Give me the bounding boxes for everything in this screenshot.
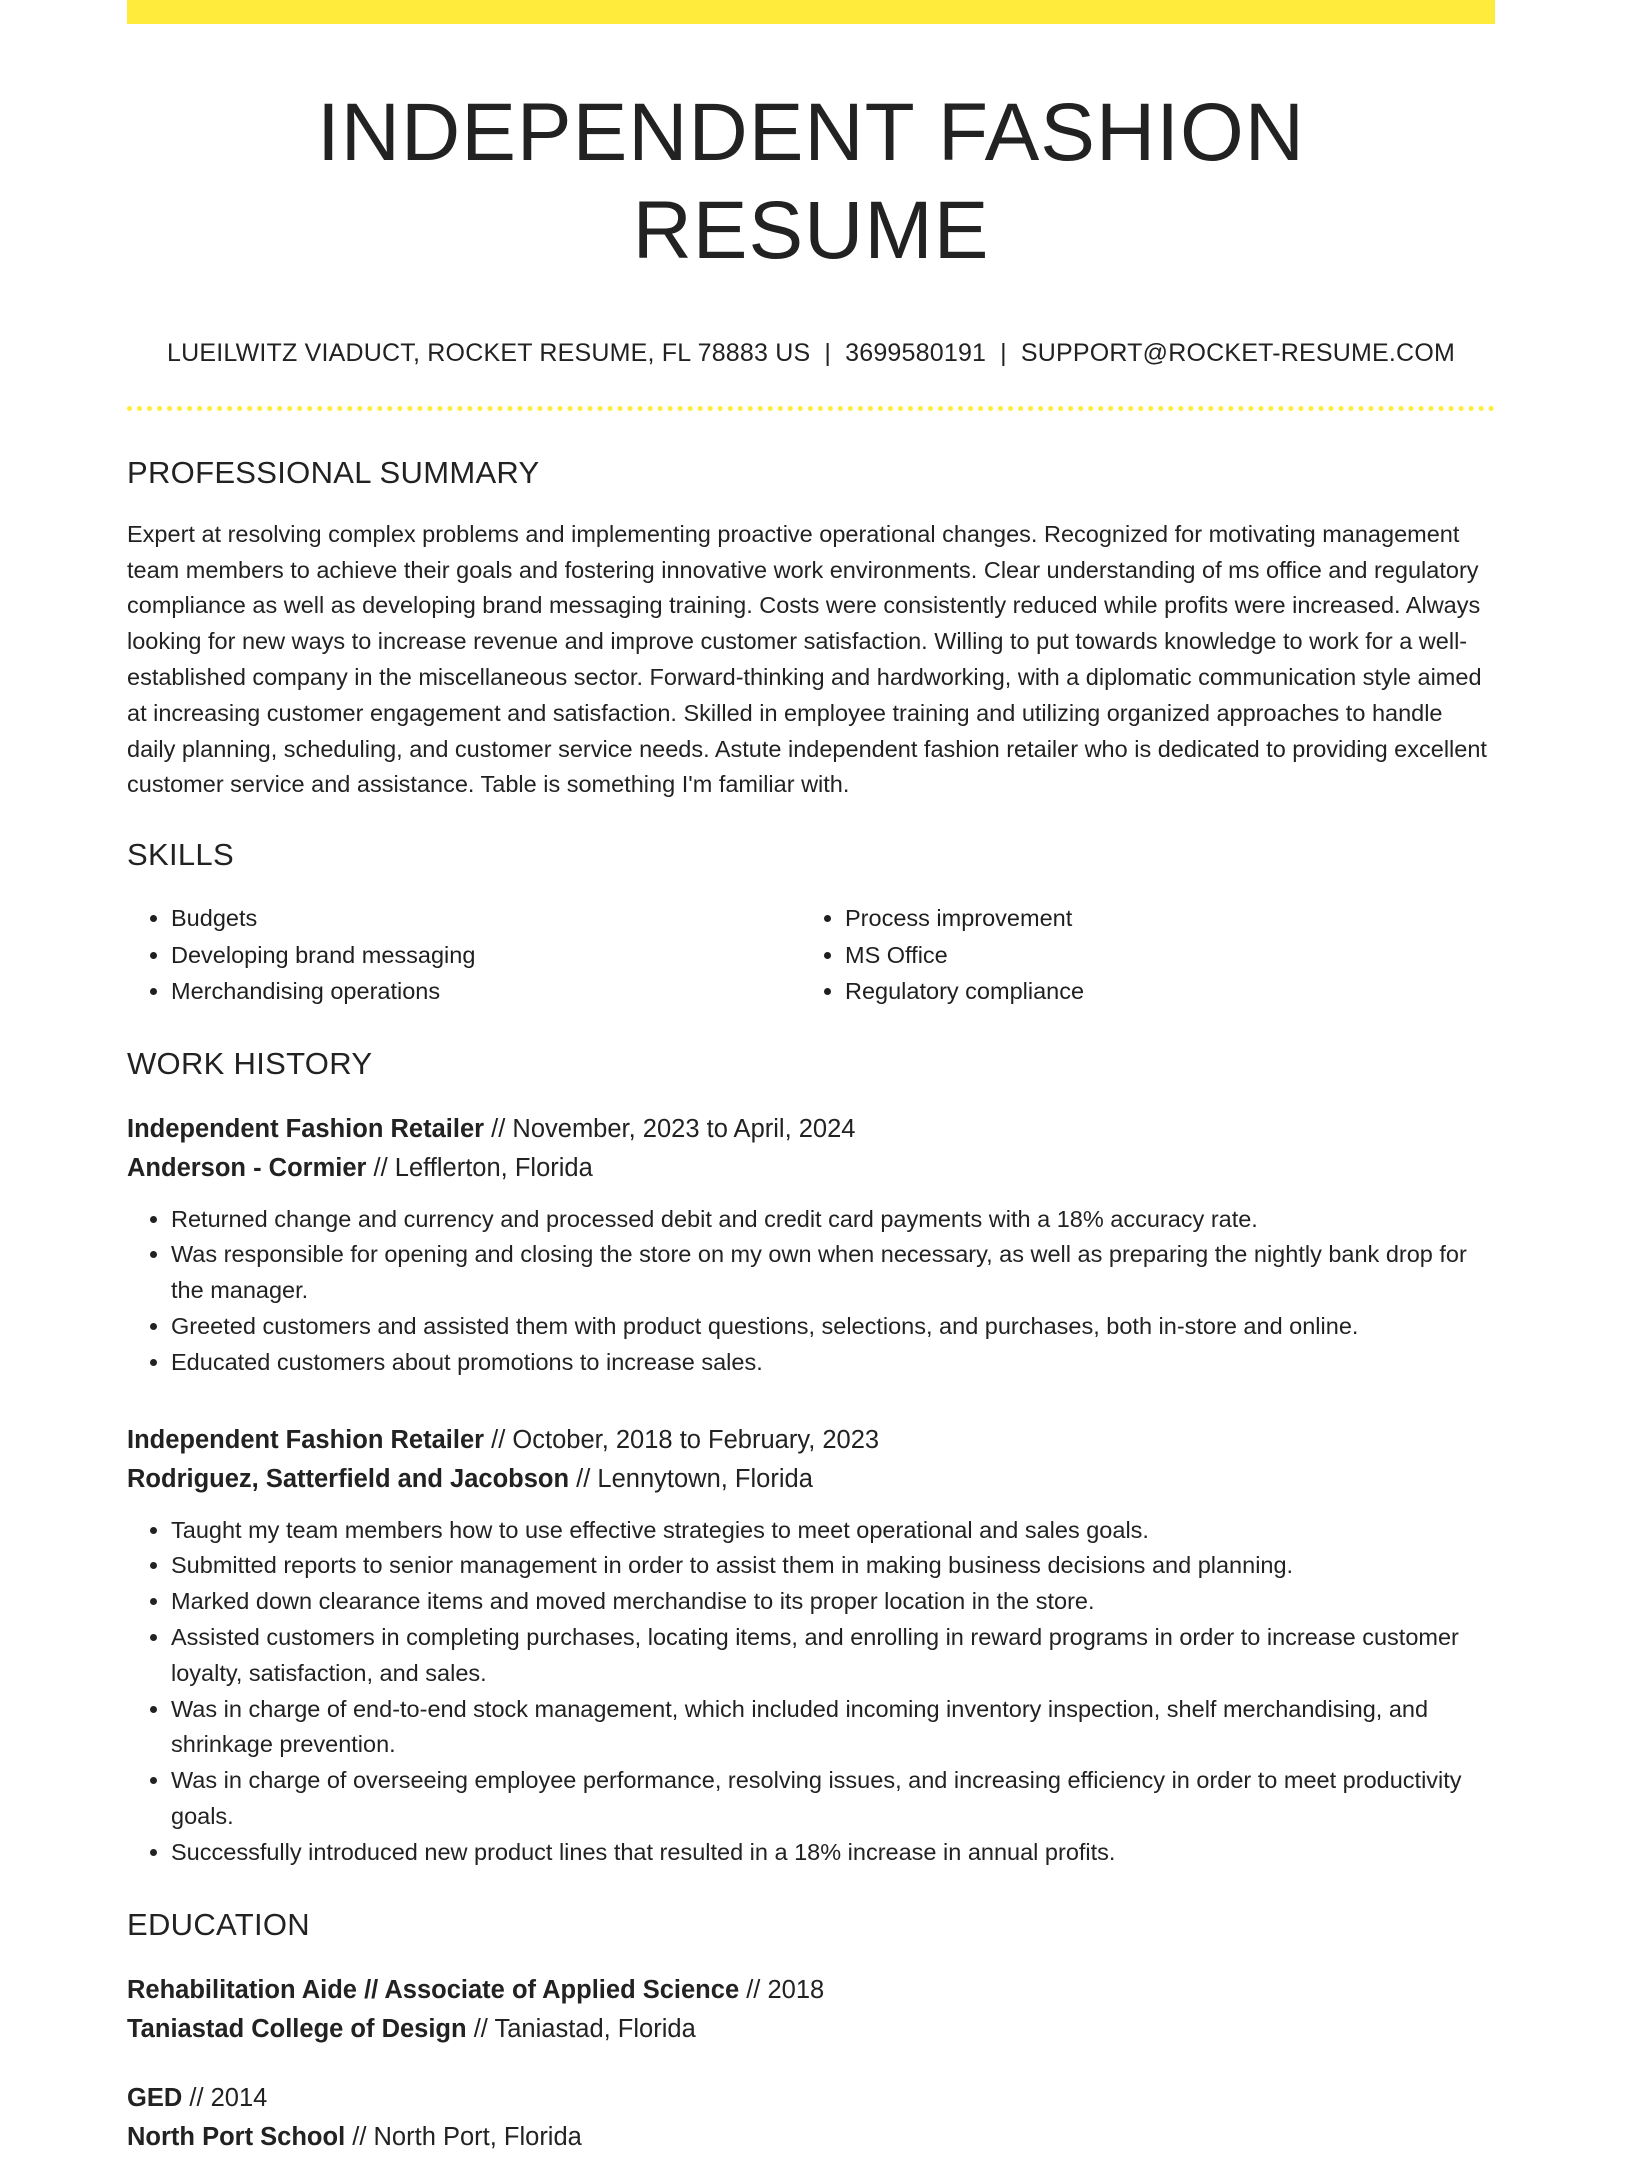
job-title-line bbox=[127, 1421, 1495, 1460]
resume-page bbox=[127, 0, 1495, 2157]
skills-column-right bbox=[801, 900, 1475, 1010]
job-bullets bbox=[127, 1202, 1495, 1381]
job-title-line bbox=[127, 1110, 1495, 1149]
skill-item: • Budgets bbox=[171, 900, 801, 937]
section-heading-education: EDUCATION bbox=[127, 1906, 310, 1942]
job-dates: // October, 2018 to February, 2023 bbox=[491, 1425, 880, 1454]
job-title: Independent Fashion Retailer bbox=[127, 1425, 485, 1454]
job-bullet: • Assisted customers in completing purchases, locating items, and enrolling in reward programs in order to increase customer loyalty, satisfaction, and sales. bbox=[171, 1620, 1495, 1692]
contact-phone[interactable]: 3699580191 bbox=[845, 338, 987, 367]
skill-item: • Developing brand messaging bbox=[171, 937, 801, 974]
job-location: // Lefflerton, Florida bbox=[373, 1153, 593, 1182]
skills-list bbox=[127, 900, 1495, 1010]
job-company: Anderson - Cormier bbox=[127, 1153, 367, 1182]
accent-top-bar bbox=[127, 0, 1495, 24]
contact-address: LUEILWITZ VIADUCT, ROCKET RESUME, FL 78883 US bbox=[166, 338, 811, 367]
contact-separator: | bbox=[1000, 338, 1007, 367]
contact-email[interactable]: SUPPORT@ROCKET-RESUME.COM bbox=[1020, 338, 1455, 367]
job-company-line bbox=[127, 1149, 1495, 1188]
education-degree: Rehabilitation Aide // Associate of Applied Science bbox=[127, 1975, 740, 2004]
job-company-line bbox=[127, 1460, 1495, 1499]
job-bullet: • Was in charge of end-to-end stock management, which included incoming inventory inspection, shelf merchandising, and shrinkage prevention. bbox=[171, 1692, 1495, 1764]
education-degree: GED bbox=[127, 2083, 183, 2112]
section-heading-work-history: WORK HISTORY bbox=[127, 1045, 373, 1081]
dotted-divider bbox=[127, 406, 1495, 411]
job-bullets bbox=[127, 1513, 1495, 1871]
skill-item: • MS Office bbox=[845, 937, 1475, 974]
job-company: Rodriguez, Satterfield and Jacobson bbox=[127, 1464, 570, 1493]
skills-column-left bbox=[127, 900, 801, 1010]
job-bullet: • Returned change and currency and processed debit and credit card payments with a 18% accuracy rate. bbox=[171, 1202, 1495, 1238]
education-school: North Port School bbox=[127, 2122, 346, 2151]
job-title: Independent Fashion Retailer bbox=[127, 1114, 485, 1143]
job-bullet: • Taught my team members how to use effective strategies to meet operational and sales goals. bbox=[171, 1513, 1495, 1549]
job-bullet: • Submitted reports to senior management in order to assist them in making business decisions and planning. bbox=[171, 1548, 1495, 1584]
education-entry bbox=[127, 1971, 1495, 2049]
education-year: // 2018 bbox=[746, 1975, 825, 2004]
education-location: // Taniastad, Florida bbox=[473, 2014, 696, 2043]
section-heading-skills: SKILLS bbox=[127, 837, 234, 873]
job-bullet: • Greeted customers and assisted them with product questions, selections, and purchases, both in-store and online. bbox=[171, 1309, 1495, 1345]
education-entry bbox=[127, 2079, 1495, 2157]
education-year: // 2014 bbox=[189, 2083, 268, 2112]
skill-item: • Merchandising operations bbox=[171, 973, 801, 1010]
section-heading-summary: PROFESSIONAL SUMMARY bbox=[127, 454, 540, 490]
job-dates: // November, 2023 to April, 2024 bbox=[491, 1114, 856, 1143]
job-entry bbox=[127, 1421, 1495, 1871]
education-location: // North Port, Florida bbox=[352, 2122, 582, 2151]
job-location: // Lennytown, Florida bbox=[576, 1464, 813, 1493]
job-bullet: • Marked down clearance items and moved merchandise to its proper location in the store. bbox=[171, 1584, 1495, 1620]
contact-separator: | bbox=[824, 338, 832, 367]
skill-item: • Regulatory compliance bbox=[845, 973, 1475, 1010]
job-bullet: • Was in charge of overseeing employee performance, resolving issues, and increasing efficiency in order to meet productivity goals. bbox=[171, 1763, 1495, 1835]
education-school-line bbox=[127, 2118, 1495, 2157]
education-degree-line bbox=[127, 1971, 1495, 2010]
job-bullet: • Was responsible for opening and closing the store on my own when necessary, as well as preparing the nightly bank drop for the manager. bbox=[171, 1237, 1495, 1309]
education-school: Taniastad College of Design bbox=[127, 2014, 467, 2043]
resume-title: INDEPENDENT FASHION RESUME bbox=[317, 87, 1305, 277]
job-bullet: • Successfully introduced new product lines that resulted in a 18% increase in annual profits. bbox=[171, 1835, 1495, 1871]
skill-item: • Process improvement bbox=[845, 900, 1475, 937]
job-entry bbox=[127, 1110, 1495, 1381]
contact-line bbox=[127, 339, 1495, 368]
job-bullet: • Educated customers about promotions to increase sales. bbox=[171, 1345, 1495, 1381]
education-school-line bbox=[127, 2010, 1495, 2049]
summary-paragraph: Expert at resolving complex problems and implementing proactive operational changes. Recognized for motivating management team members to achieve their goals and fostering innovative work environments. Clear understanding of ms office and regulatory compliance as well as developing brand messaging training. Costs were consistently reduced while profits were increased. Always looking for new ways to increase revenue and improve customer satisfaction. Willing to put towards knowledge to work for a well-established company in the miscellaneous sector. Forward-thinking and hardworking, with a diplomatic communication style aimed at increasing customer engagement and satisfaction. Skilled in employee training and utilizing organized approaches to handle daily planning, scheduling, and customer service needs. Astute independent fashion retailer who is dedicated to providing excellent customer service and assistance. Table is something I'm familiar with. bbox=[127, 520, 1487, 798]
